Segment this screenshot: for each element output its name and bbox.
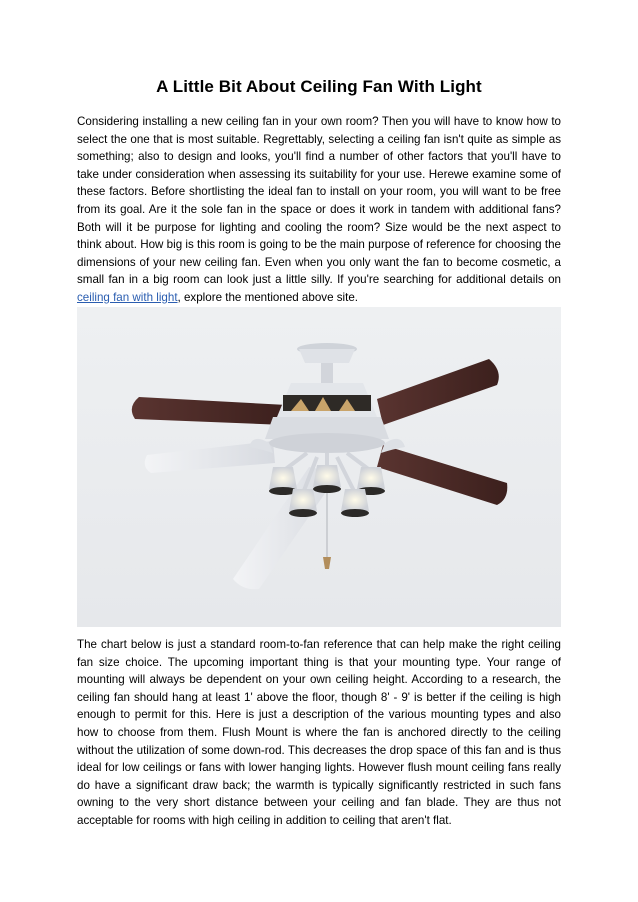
light-shade-4 — [289, 489, 317, 517]
ceiling-fan-link[interactable]: ceiling fan with light — [77, 290, 178, 304]
light-shade-2 — [313, 465, 341, 493]
mounting-paragraph: The chart below is just a standard room-to-fan reference that can help make the right ceiling fan size choice. The upcoming important thing is that your mounting type. Your range of mounting will always be dependent on your own ceiling height. According to a research, the ceiling fan should hang at least 1' above the floor, though 8' - 9' is better if the ceiling is high enough to permit for this. Here is just a description of the various mounting types and also how to choose from them. Flush Mount is where the fan is anchored directly to the ceiling without the utilization of some down-rod. This decreases the drop space of this fan and is thus ideal for low ceilings or fans with lower hanging lights. However flush mount ceiling fans really do have a significant draw back; the warmth is typically significantly restricted in such fans owning to the very short distance between your ceiling and fan blade. They are thus not acceptable for rooms with high ceiling in addition to ceiling that aren't flat. — [77, 638, 561, 827]
ceiling-fan-illustration — [77, 307, 561, 627]
intro-paragraph — [77, 113, 561, 307]
page-title: A Little Bit About Ceiling Fan With Light — [156, 77, 482, 96]
intro-text: Considering installing a new ceiling fan in your own room? Then you will have to know how to select the one that is most suitable. Regrettably, selecting a ceiling fan isn't quite as simple as something; also to design and looks, you'll find a number of other factors that you'll have to take under consideration when assessing its suitability for your use. Herewe examine some of these factors. Before shortlisting the ideal fan to install on your room, you will want to be free from its goal. Are it the sole fan in the space or does it work in tandem with additional fans? Both will it be purpose for lighting and cooling the room? Size would be the next aspect to think about. How big is this room is going to be the main purpose of reference for choosing the dimensions of your new ceiling fan. Even when you only want the fan to become cosmetic, a small fan in a big room can look just a little silly. If you're searching for additional details on — [77, 115, 561, 287]
intro-text-end: , explore the mentioned above site. — [177, 290, 359, 304]
ceiling-fan-photo — [77, 307, 561, 627]
light-shade-5 — [341, 489, 369, 517]
